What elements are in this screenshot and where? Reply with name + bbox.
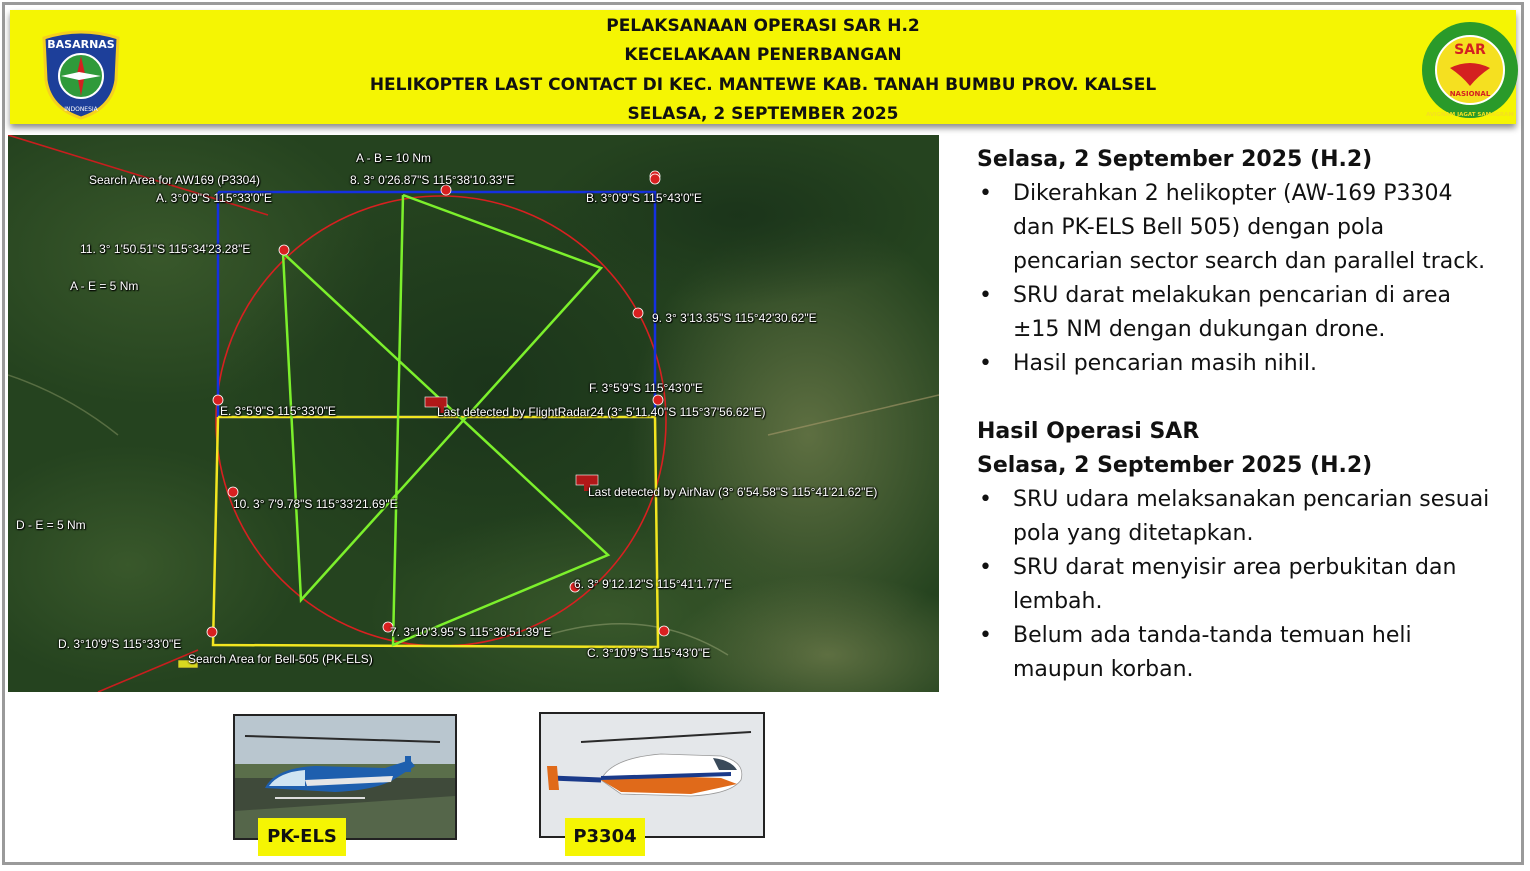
section2-list — [977, 483, 1497, 687]
sar-logo-sub: NASIONAL — [1449, 90, 1491, 98]
sar-logo-motto: AVIGNAM JAGAT SAMAGRAM — [1426, 112, 1514, 118]
basarnas-logo — [40, 28, 122, 120]
section2-heading: Selasa, 2 September 2025 (H.2) — [977, 453, 1373, 478]
pin-f — [653, 395, 663, 405]
label-point-6: 6. 3° 9'12.12"S 115°41'1.77"E — [574, 577, 732, 591]
search-area-map[interactable] — [8, 135, 939, 692]
label-point-10: 10. 3° 7'9.78"S 115°33'21.69"E — [233, 497, 398, 511]
section2-item: • Belum ada tanda-tanda temuan heli maupun korban. — [977, 619, 1497, 687]
label-point-c: C. 3°10'9"S 115°43'0"E — [587, 646, 711, 660]
header-location: HELIKOPTER LAST CONTACT DI KEC. MANTEWE KAB. TANAH BUMBU PROV. KALSEL — [369, 75, 1157, 95]
pin-9 — [633, 308, 643, 318]
label-point-b: B. 3°0'9"S 115°43'0"E — [586, 191, 702, 205]
header-title: PELAKSANAAN OPERASI SAR H.2 — [606, 16, 920, 36]
label-search-bell505: Search Area for Bell-505 (PK-ELS) — [188, 652, 373, 666]
label-point-e: E. 3°5'9"S 115°33'0"E — [220, 404, 336, 418]
sar-logo-text: SAR — [1454, 42, 1486, 58]
pin-b — [650, 174, 660, 184]
sar-nasional-logo — [1420, 20, 1520, 120]
header-banner — [10, 10, 1516, 124]
label-point-f: F. 3°5'9"S 115°43'0"E — [589, 381, 703, 395]
section1-item: • Hasil pencarian masih nihil. — [977, 347, 1497, 381]
label-ab-distance: A - B = 10 Nm — [356, 151, 432, 165]
label-point-7: 7. 3°10'3.95"S 115°36'51.39"E — [390, 625, 552, 639]
label-ae-distance: A - E = 5 Nm — [70, 279, 139, 293]
label-point-a: A. 3°0'9"S 115°33'0"E — [156, 191, 272, 205]
pin-11 — [279, 245, 289, 255]
section1-item: • Dikerahkan 2 helikopter (AW-169 P3304 dan PK-ELS Bell 505) dengan pola pencarian sector search dan parallel track. — [977, 177, 1497, 279]
label-point-9: 9. 3° 3'13.35"S 115°42'30.62"E — [652, 311, 817, 325]
label-de-distance: D - E = 5 Nm — [16, 518, 86, 532]
section1-list — [977, 177, 1497, 381]
pin-d — [207, 627, 217, 637]
section2-title: Hasil Operasi SAR — [977, 419, 1200, 444]
pin-c — [659, 626, 669, 636]
basarnas-logo-text: BASARNAS — [47, 38, 115, 51]
label-search-aw169: Search Area for AW169 (P3304) — [89, 173, 260, 187]
header-subtitle: KECELAKAAN PENERBANGAN — [624, 45, 902, 65]
label-airnav: Last detected by AirNav (3° 6'54.58"S 115°41'21.62"E) — [588, 485, 878, 499]
basarnas-logo-sub: INDONESIA — [64, 106, 98, 113]
label-point-11: 11. 3° 1'50.51"S 115°34'23.28"E — [80, 242, 251, 256]
section1-item: • SRU darat melakukan pencarian di area ±15 NM dengan dukungan drone. — [977, 279, 1497, 347]
info-panel — [977, 143, 1497, 687]
header-date: SELASA, 2 SEPTEMBER 2025 — [627, 104, 899, 124]
label-pk-els: PK-ELS — [258, 818, 346, 856]
label-flightradar: Last detected by FlightRadar24 (3° 5'11.40"S 115°37'56.62"E) — [437, 405, 766, 419]
label-point-d: D. 3°10'9"S 115°33'0"E — [58, 637, 182, 651]
label-p3304: P3304 — [565, 818, 645, 856]
section2-item: • SRU udara melaksanakan pencarian sesuai pola yang ditetapkan. — [977, 483, 1497, 551]
section2-item: • SRU darat menyisir area perbukitan dan lembah. — [977, 551, 1497, 619]
section1-heading: Selasa, 2 September 2025 (H.2) — [977, 147, 1373, 172]
label-point-8: 8. 3° 0'26.87"S 115°38'10.33"E — [350, 173, 515, 187]
pin-10 — [228, 487, 238, 497]
